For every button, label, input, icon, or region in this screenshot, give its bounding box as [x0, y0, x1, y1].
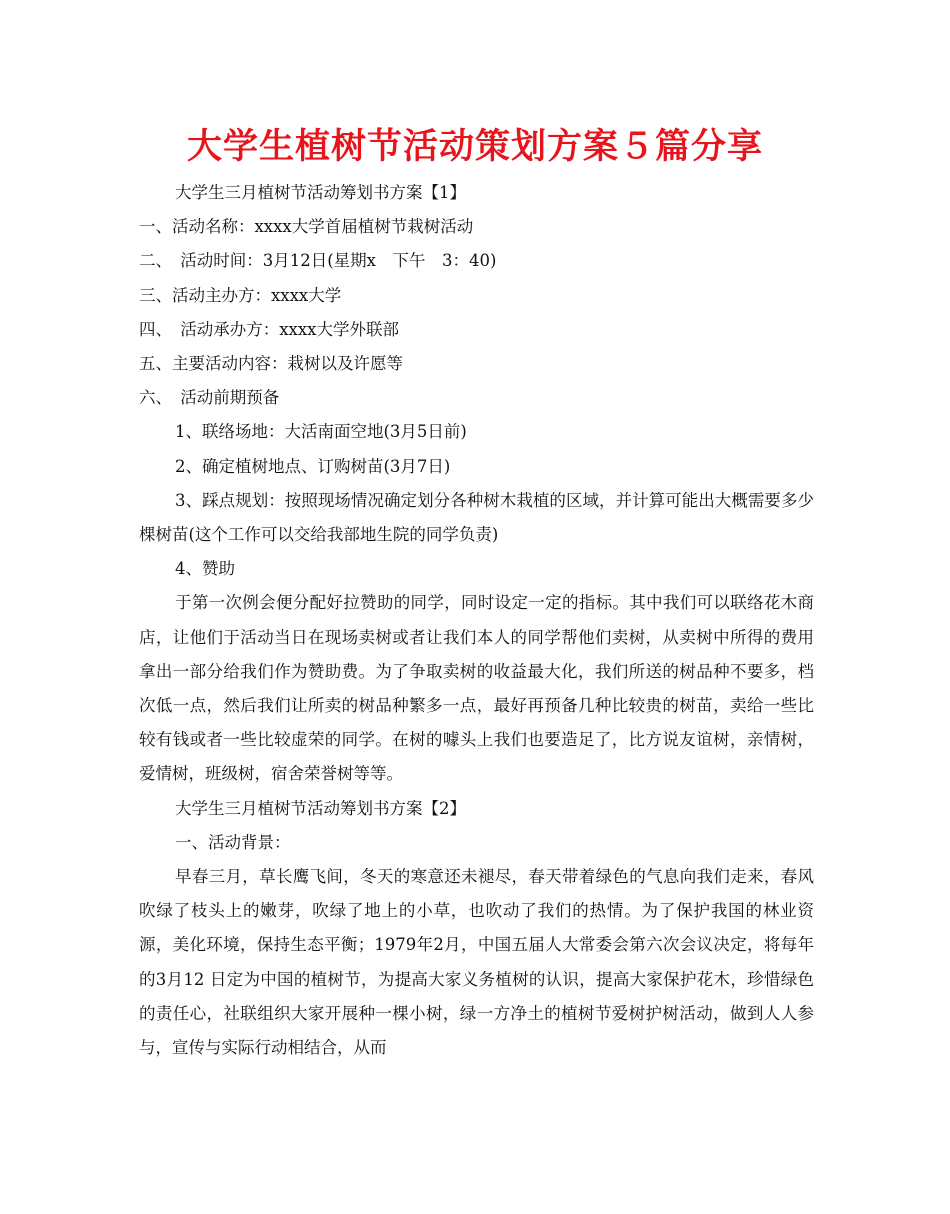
activity-name-line: 一、活动名称：xxxx大学首届植树节栽树活动 — [139, 217, 474, 237]
seedlings-line: 2、确定植树地点、订购树苗(3月7日) — [175, 456, 451, 476]
sponsor-paragraph: 于第一次例会便分配好拉赞助的同学，同时设定一定的指标。其中我们可以联络花木商店，让他们于活动当日在现场卖树或者让我们本人的同学帮他们卖树，从卖树中所得的费用拿出一部分给我们作为赞助费。为了争取卖树的收益最大化，我们所送的树品种不要多，档次低一点，然后我们让所卖的树品种繁多一点，最好再预备几种比较贵的树苗，卖给一些比较有钱或者一些比较虚荣的同学。在树的噱头上我们也要造足了，比方说友谊树，亲情树，爱情树，班级树，宿舍荣誉树等等。 — [139, 593, 814, 784]
plan-1-heading: 大学生三月植树节活动筹划书方案【1】 — [175, 183, 466, 202]
main-content-line: 五、主要活动内容：栽树以及许愿等 — [139, 354, 403, 374]
preparation-line: 六、 活动前期预备 — [139, 388, 280, 408]
survey-paragraph: 3、踩点规划：按照现场情况确定划分各种树木栽植的区域，并计算可能出大概需要多少棵树苗(这个工作可以交给我部地生院的同学负责) — [139, 490, 814, 545]
background-heading: 一、活动背景： — [175, 832, 291, 852]
background-paragraph: 早春三月，草长鹰飞间，冬天的寒意还未褪尽，春天带着绿色的气息向我们走来，春风吹绿了枝头上的嫩芽，吹绿了地上的小草，也吹动了我们的热情。为了保护我国的林业资源，美化环境，保持生态平衡；1979年2月，中国五届人大常委会第六次会议决定，将每年的3月12 日定为中国的植树节，为提高大家义务植树的认识，提高大家保护花木，珍惜绿色的责任心，社联组织大家开展种一棵小树，绿一方净土的植树节爱树护树活动，做到人人参与，宣传与实际行动相结合，从而 — [139, 867, 814, 1058]
organizer-line: 三、活动主办方：xxxx大学 — [139, 285, 342, 305]
document-title: 大学生植树节活动策划方案５篇分享 — [187, 127, 764, 167]
plan-2-heading: 大学生三月植树节活动筹划书方案【2】 — [175, 798, 466, 818]
activity-time-line: 二、 活动时间：3月12日(星期x 下午 3：40) — [139, 251, 497, 271]
co-organizer-line: 四、 活动承办方：xxxx大学外联部 — [139, 319, 399, 339]
sponsor-heading: 4、赞助 — [175, 559, 235, 579]
venue-line: 1、联络场地：大活南面空地(3月5日前) — [175, 422, 467, 442]
